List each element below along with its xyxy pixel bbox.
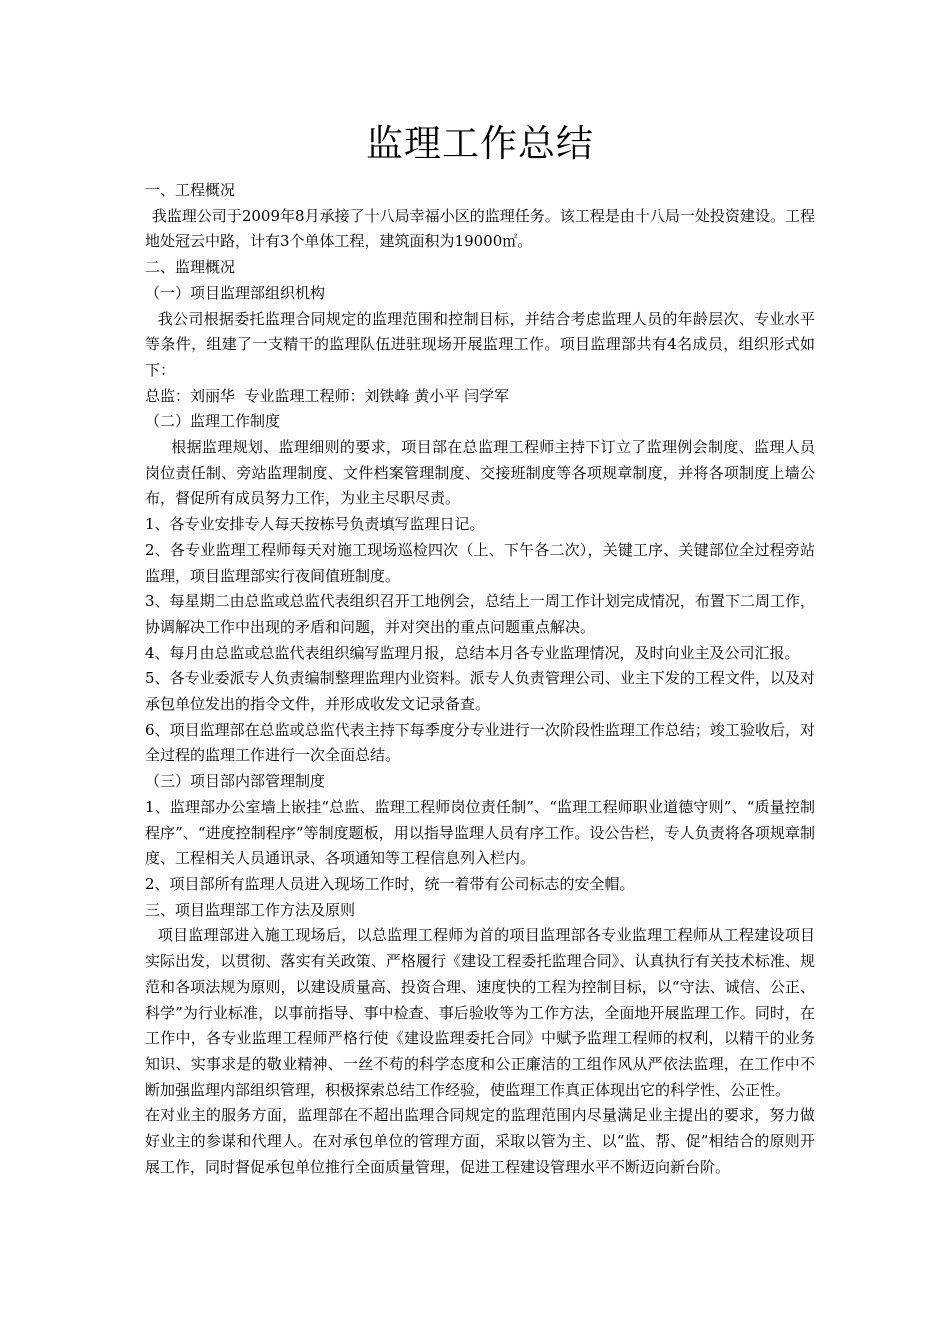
- internal-management-item: 1、监理部办公室墙上嵌挂“总监、监理工程师岗位责任制”、“监理工程师职业道德守则”、“质量控制程序”、“进度控制程序”等制度题板，用以指导监理人员有序工作。设公告栏，专人负责将各项规章制度、工程相关人员通讯录、各项通知等工程信息列入栏内。: [145, 797, 815, 868]
- work-system-item: 1、各专业安排专人每天按栋号负责填写监理日记。: [145, 515, 485, 534]
- subsection-work-system-heading: （二）监理工作制度: [145, 412, 281, 431]
- section-2-heading: 二、监理概况: [145, 258, 236, 277]
- subsection-internal-management-heading: （三）项目部内部管理制度: [145, 772, 326, 791]
- work-system-item: 3、每星期二由总监或总监代表组织召开工地例会，总结上一周工作计划完成情况，布置下二周工作，协调解决工作中出现的矛盾和问题，并对突出的重点问题重点解决。: [145, 592, 815, 636]
- section-1-heading: 一、工程概况: [145, 181, 236, 199]
- section-3-heading: 三、项目监理部工作方法及原则: [145, 900, 356, 919]
- work-system-item: 4、每月由总监或总监代表组织编写监理月报，总结本月各专业监理情况，及时向业主及公司汇报。: [145, 643, 800, 662]
- organization-paragraph: 我公司根据委托监理合同规定的监理范围和控制目标，并结合考虑监理人员的年龄层次、专业水平等条件，组建了一支精干的监理队伍进驻现场开展监理工作。项目监理部共有4名成员，组织形式如下：: [145, 309, 815, 379]
- subsection-organization-heading: （一）项目监理部组织机构: [145, 283, 326, 302]
- work-system-item: 5、各专业委派专人负责编制整理监理内业资料。派专人负责管理公司、业主下发的工程文件，以及对承包单位发出的指令文件，并形成收发文记录备查。: [145, 669, 815, 714]
- section-3-paragraph: 在对业主的服务方面，监理部在不超出监理合同规定的监理范围内尽量满足业主提出的要求，努力做好业主的参谋和代理人。在对承包单位的管理方面，采取以管为主、以“监、帮、促”相结合的原则开展工作，同时督促承包单位推行全面质量管理，促进工程建设管理水平不断迈向新台阶。: [145, 1106, 815, 1176]
- document-body: [145, 118, 815, 1180]
- work-system-paragraph: 根据监理规划、监理细则的要求，项目部在总监理工程师主持下订立了监理例会制度、监理人员岗位责任制、旁站监理制度、文件档案管理制度、交接班制度等各项规章制度，并将各项制度上墙公布，督促所有成员努力工作，为业主尽职尽责。: [145, 438, 815, 508]
- section-1-paragraph: 我监理公司于2009年8月承接了十八局幸福小区的监理任务。该工程是由十八局一处投资建设。工程地处冠云中路，计有3个单体工程，建筑面积为19000㎡。: [145, 206, 815, 251]
- internal-management-item: 2、项目部所有监理人员进入现场工作时，统一着带有公司标志的安全帽。: [145, 874, 635, 893]
- document-title: 监理工作总结: [366, 122, 594, 165]
- section-3-paragraph: 项目监理部进入施工现场后，以总监理工程师为首的项目监理部各专业监理工程师从工程建设项目实际出发，以贯彻、落实有关政策、严格履行《建设工程委托监理合同》、认真执行有关技术标准、规范和各项法规为原则，以建设质量高、投资合理、速度快的工程为控制目标，以“守法、诚信、公正、科学”为行业标准，以事前指导、事中检查、事后验收等为工作方法，全面地开展监理工作。同时，在工作中，各专业监理工程师严格行使《建设监理委托合同》中赋予监理工程师的权利，以精干的业务知识、实事求是的敬业精神、一丝不苟的科学态度和公正廉洁的工组作风从严依法监理，在工作中不断加强监理内部组织管理，积极探索总结工作经验，使监理工作真正体现出它的科学性、公正性。: [145, 926, 815, 1099]
- staff-list: 总监：刘丽华 专业监理工程师：刘铁峰 黄小平 闫学军: [145, 386, 510, 405]
- work-system-item: 2、各专业监理工程师每天对施工现场巡检四次（上、下午各二次），关键工序、关键部位全过程旁站监理，项目监理部实行夜间值班制度。: [145, 540, 815, 585]
- work-system-item: 6、项目监理部在总监或总监代表主持下每季度分专业进行一次阶段性监理工作总结；竣工验收后，对全过程的监理工作进行一次全面总结。: [145, 720, 815, 765]
